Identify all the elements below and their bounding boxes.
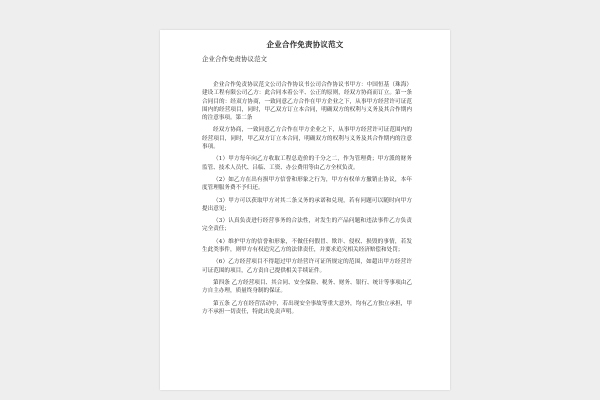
paragraph: （3）认真负责进行经营事务的合法性，对发生的产品问题和违法事件乙方负责完全责任； xyxy=(202,218,412,233)
document-subtitle: 企业合作免责协议范文 xyxy=(202,55,267,63)
paragraph: （3）甲方可以获取甲方对其二条义务的承诺和兑现，若有问题可以随时向甲方提出意见； xyxy=(202,197,412,212)
paragraph: 企业合作免责协议范文公司合作协议书公司合作协议书甲方：中国恒基（珠海）建设工程有限公司乙方：此合同本着公平、公正的原则，经双方协商而订立。第一条 合同目的：经双方协商，一致同意乙方合作在甲方企业之下，从事甲方经营许可证范围内的经营项目，同时，甲乙双方订立本合同，明确双方的权利与义务及其合作期内的注意事项。第二条 xyxy=(202,82,412,122)
paragraph: （4）维护甲方的信誉和形象，不做任何假冒、欺诈、侵权、损毁的事情，若发生此类事件，则甲方有权追究乙方的法律责任，并要求追究相关经济赔偿和处罚； xyxy=(202,238,412,254)
paragraph: （1）甲方每年向乙方收取工程总造价的千分之二，作为管理费；甲方派的财务监管、技术人员代、吕临、工资、办公费用等由乙方全权负责。 xyxy=(202,156,412,171)
document-title: 企业合作免责协议范文 xyxy=(266,40,344,49)
paragraph: （2）如乙方在出有损甲方信誉和形象之行为，甲方有权单方撤销止协议，本年度管理服务费不予归还。 xyxy=(202,176,412,192)
document-body xyxy=(202,81,412,320)
document-page xyxy=(160,30,450,390)
paragraph: 经双方协商，一致同意乙方合作在甲方企业之下，从事甲方经营许可证范围内的经营项目，同时，甲乙双方订立本合同，明确双方的权利与义务及其合作期内的注意事项。 xyxy=(202,127,412,151)
paragraph: （6）乙方经营项目不得超过甲方经营许可证所规定的范围，如超出甲方经营许可证范围的项目，乙方责自己提供相关手续证件。 xyxy=(202,259,412,274)
paragraph: 第四条 乙方经营项目、其合同、安全保险、税务、财务、银行、统计等事项由乙方自主办理，质量终身制的保证。 xyxy=(202,279,412,295)
paragraph: 第五条 乙方在经营活动中，若出现安全事故等重大意外，均有乙方独立承担，甲方不承担一切责任，特此出免责声明。 xyxy=(202,300,412,315)
